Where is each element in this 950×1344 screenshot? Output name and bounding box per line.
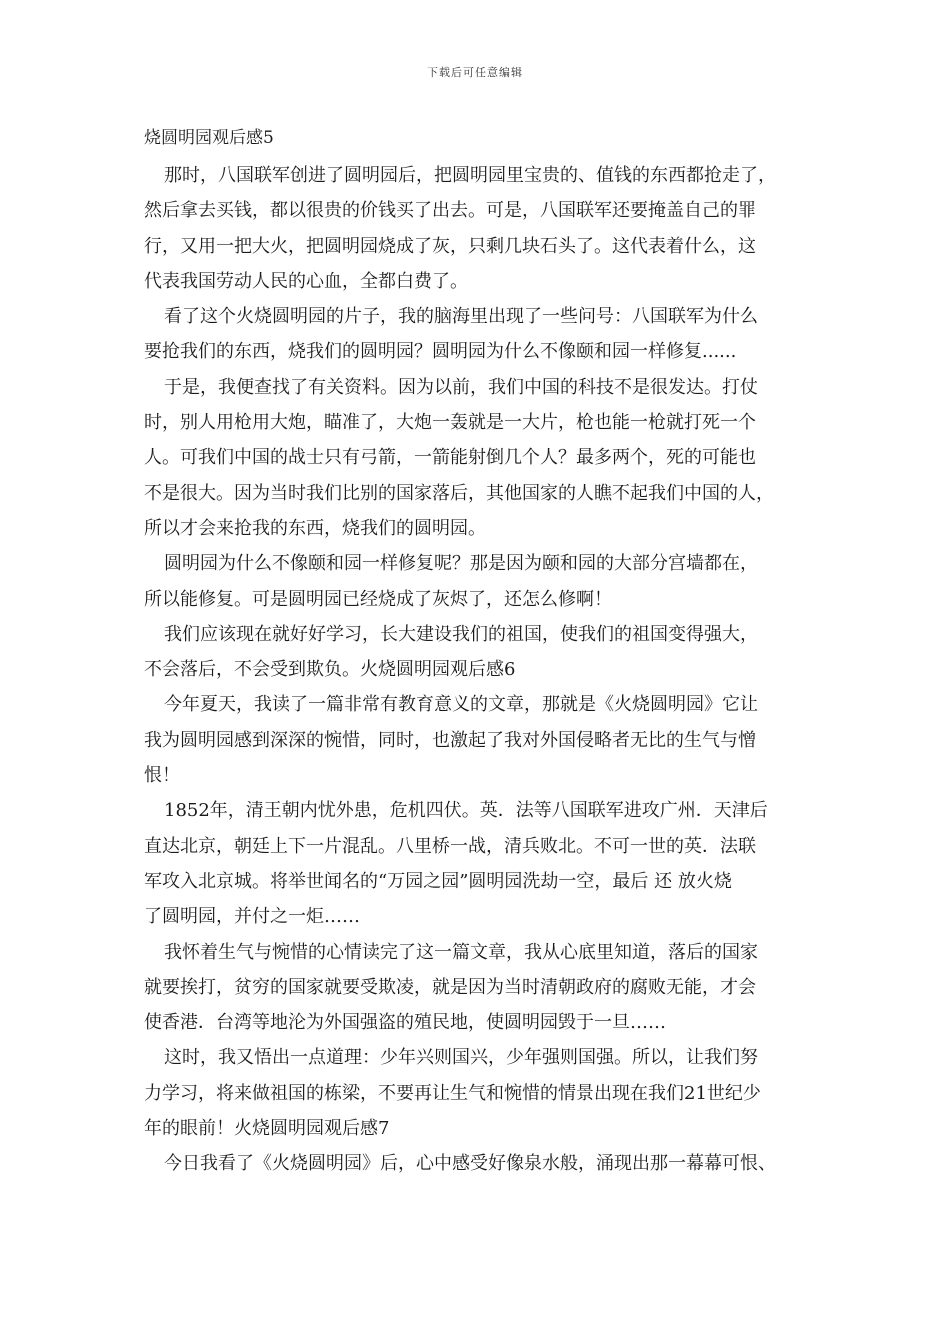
text-line: 然后拿去买钱，都以很贵的价钱买了出去。可是，八国联军还要掩盖自己的罪: [144, 200, 756, 222]
text-line: 恨！: [144, 765, 180, 787]
text-line: 要抢我们的东西，烧我们的圆明园？圆明园为什么不像颐和园一样修复......: [144, 341, 737, 363]
paragraph-lines: [144, 158, 824, 1182]
text-line: 军攻入北京城。将举世闻名的“万园之园”圆明园洗劫一空，最后 还 放火烧: [144, 870, 732, 892]
text-line: 所以才会来抢我的东西，烧我们的圆明园。: [144, 517, 486, 539]
text-line: 我为圆明园感到深深的惋惜，同时，也激起了我对外国侵略者无比的生气与憎: [144, 729, 756, 751]
text-line: 1852年，清王朝内忧外患，危机四伏。英．法等八国联军进攻广州．天津后: [164, 800, 768, 822]
text-line: 这时，我又悟出一点道理：少年兴则国兴，少年强则国强。所以，让我们努: [164, 1047, 758, 1069]
text-line: 于是，我便查找了有关资料。因为以前，我们中国的科技不是很发达。打仗: [164, 376, 758, 398]
document-title: 烧圆明园观后感5: [144, 128, 274, 148]
text-line: 我怀着生气与惋惜的心情读完了这一篇文章，我从心底里知道，落后的国家: [164, 941, 758, 963]
text-line: 不是很大。因为当时我们比别的国家落后，其他国家的人瞧不起我们中国的人，: [144, 482, 774, 504]
text-line: 人。可我们中国的战士只有弓箭，一箭能射倒几个人？最多两个，死的可能也: [144, 447, 756, 469]
text-line: 直达北京，朝廷上下一片混乱。八里桥一战，清兵败北。不可一世的英．法联: [144, 835, 756, 857]
text-line: 圆明园为什么不像颐和园一样修复呢？那是因为颐和园的大部分宫墙都在，: [164, 553, 758, 575]
text-line: 了圆明园，并付之一炬……: [144, 906, 360, 928]
text-line: 看了这个火烧圆明园的片子，我的脑海里出现了一些问号：八国联军为什么: [164, 306, 758, 328]
text-line: 力学习，将来做祖国的栋梁，不要再让生气和惋惜的情景出现在我们21世纪少: [144, 1082, 761, 1104]
text-line: 就要挨打，贫穷的国家就要受欺凌，就是因为当时清朝政府的腐败无能，才会: [144, 976, 756, 998]
text-line: 不会落后，不会受到欺负。火烧圆明园观后感6: [144, 659, 516, 681]
text-line: 所以能修复。可是圆明园已经烧成了灰烬了，还怎么修啊！: [144, 588, 612, 610]
text-line: 时，别人用枪用大炮，瞄准了，大炮一轰就是一大片，枪也能一枪就打死一个: [144, 412, 756, 434]
text-line: 今日我看了《火烧圆明园》后，心中感受好像泉水般，涌现出那一幕幕可恨、: [164, 1153, 776, 1175]
header-note: 下载后可任意编辑: [427, 66, 523, 79]
text-line: 代表我国劳动人民的心血，全都白费了。: [144, 270, 468, 292]
text-line: 行，又用一把大火，把圆明园烧成了灰，只剩几块石头了。这代表着什么，这: [144, 235, 756, 257]
text-line: 年的眼前！火烧圆明园观后感7: [144, 1118, 390, 1140]
text-line: 我们应该现在就好好学习，长大建设我们的祖国，使我们的祖国变得强大，: [164, 623, 758, 645]
document-body: [144, 118, 824, 1182]
text-line: 今年夏天，我读了一篇非常有教育意义的文章，那就是《火烧圆明园》它让: [164, 694, 758, 716]
text-line: 那时，八国联军创进了圆明园后，把圆明园里宝贵的、值钱的东西都抢走了，: [164, 165, 776, 186]
text-line: 使香港．台湾等地沦为外国强盗的殖民地，使圆明园毁于一旦……: [144, 1012, 666, 1034]
